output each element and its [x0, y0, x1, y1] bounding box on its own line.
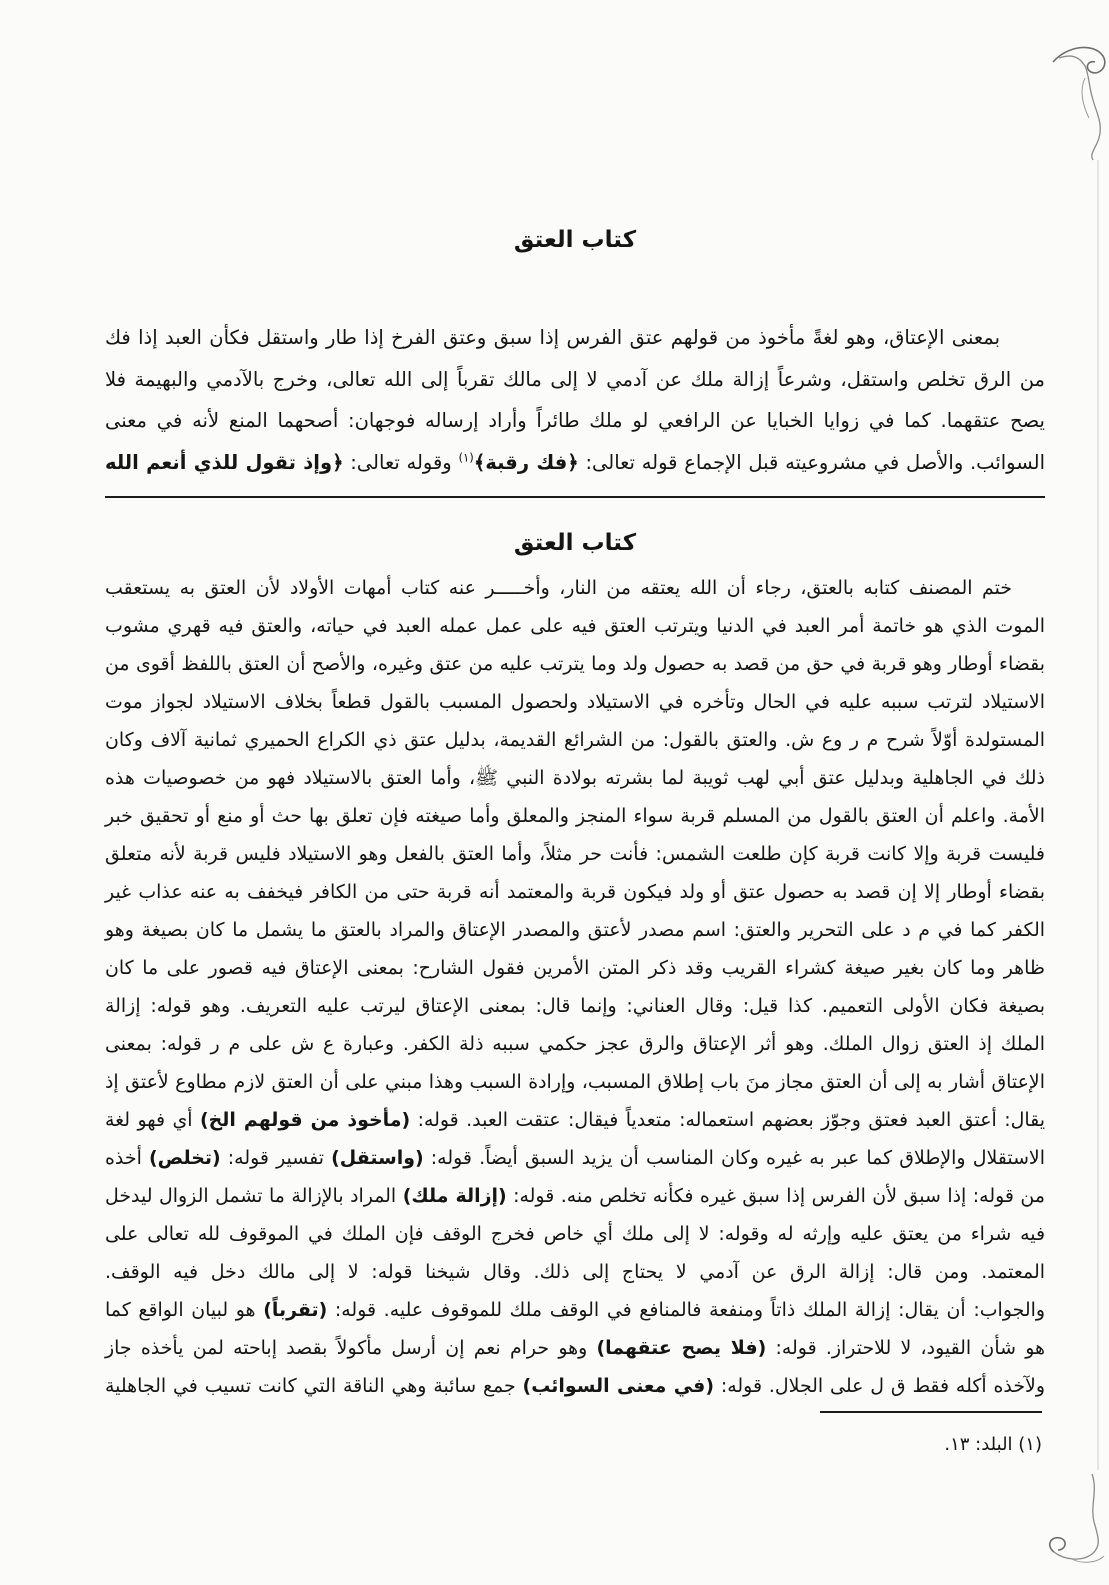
commentary-title: كتاب العتق	[513, 530, 637, 556]
text-line	[105, 645, 1045, 683]
footnote-marker: (١)	[458, 450, 474, 464]
text-segment: والجواب: أن يقال: إزالة الملك ذاتاً ومنفعة فالمنافع في الوقف ملك للموقوف عليه. قوله:	[327, 1299, 1045, 1321]
text-line-content: ذلك في الجاهلية وبدليل عتق أبي لهب ثويبة لما بشرته بولادة النبي ﷺ، وأما العتق بالاستيلاد فهو من خصوصيات هذه	[105, 767, 1045, 789]
text-segment: السوائب. والأصل في مشروعيته قبل الإجماع قوله تعالى:	[578, 450, 1045, 474]
text-line-content: الاستيلاد لترتب سببه عليه في الحال وتأخره في الاستيلاد ولحصول المسبب بالقول قطعاً بخلاف الاستيلاد لجواز موت	[105, 691, 1045, 713]
text-line	[105, 1329, 1045, 1367]
quoted-phrase: (تقرباً)	[263, 1299, 328, 1321]
text-segment: وقوله تعالى:	[343, 450, 459, 474]
text-line-content: فيه شراء من يعتق عليه وإرثه له وقوله: لا إلى ملك أي خاص فخرج الوقف فإن الملك في الموقوف لله تعالى على	[105, 1223, 1045, 1245]
text-line	[105, 1063, 1045, 1101]
text-line	[105, 987, 1045, 1025]
text-line-content: الموت الذي هو خاتمة أمر العبد في الدنيا ويترتب العتق فيه على عمل عمله العبد في حياته، والعتق فيه قهري مشوب	[105, 615, 1045, 637]
text-line-content	[105, 1185, 1045, 1207]
quoted-phrase: (إزالة ملك)	[402, 1185, 507, 1207]
quoted-phrase: ﴿فك رقبة﴾	[473, 450, 579, 474]
text-segment: أي فهو لغة	[105, 1109, 200, 1131]
text-line	[105, 400, 1045, 442]
text-line-content	[105, 1337, 1045, 1359]
page-edge-line	[1090, 160, 1104, 1470]
text-segment: تفسير قوله:	[220, 1147, 332, 1169]
text-line	[105, 797, 1045, 835]
text-line-content: الإعتاق أشار به إلى أن العتق مجاز منَ باب إطلاق المسبب، وإرادة السبب وهذا مبني على أن العتق لازم مطاوع لأعتق إذ	[105, 1071, 1045, 1093]
text-line-content: بقضاء أوطار وهو قربة في حق من قصد به حصول ولد وما يترتب عليه من عتق وغيره، والأصح أن العتق باللفظ أقوى من	[105, 653, 1045, 675]
text-line-content: المستولدة أوّلاً شرح م ر وع ش. والعتق بالقول: من الشرائع القديمة، بدليل عتق ذي الكراع الحميري ثمانية آلاف وكان	[105, 729, 1045, 751]
text-line	[105, 949, 1045, 987]
text-line	[105, 359, 1045, 401]
text-line	[105, 1177, 1045, 1215]
text-segment: هو لبيان الواقع كما	[105, 1299, 264, 1321]
text-line-content: المعتمد. ومن قال: إزالة الرق عن آدمي لا يحتاج إلى ذلك. وقال شيخنا قوله: لا إلى مالك دخل فيه الوقف.	[105, 1261, 1045, 1283]
text-line	[105, 1025, 1045, 1063]
text-line-content: يصح عتقهما. كما في زوايا الخبايا عن الرافعي لو ملك طائراً وأراد إرساله فوجهان: أصحهما المنع لأنه في معنى	[105, 409, 1045, 432]
text-line-content: بمعنى الإعتاق، وهو لغةً مأخوذ من قولهم عتق الفرس إذا سبق وعتق الفرخ إذا طار واستقل فكأن العبد إذا فك	[105, 326, 1000, 349]
text-line	[105, 1367, 1045, 1405]
text-segment: يقال: أعتق العبد فعتق وجوّز بعضهم استعماله: متعدياً فيقال: عتقت العبد. قوله:	[410, 1109, 1045, 1131]
text-segment: هو شأن القيود، لا للاحتراز. قوله:	[766, 1337, 1045, 1359]
commentary-paragraph	[105, 569, 1045, 1405]
text-line-content	[105, 451, 1045, 474]
text-line-content: ختم المصنف كتابه بالعتق، رجاء أن الله يعتقه من النار، وأخـــــر عنه كتاب أمهات الأولاد لأن العتق به يستعقب	[105, 577, 1012, 599]
text-line	[105, 442, 1045, 484]
text-line	[105, 607, 1045, 645]
text-segment: الاستقلال والإطلاق كما عبر به غيره وكان المناسب أن يزيد السبق أيضاً. قوله:	[423, 1147, 1045, 1169]
quoted-phrase: ﴿وإذ تقول للذي أنعم الله	[105, 450, 344, 474]
matn-paragraph	[105, 317, 1045, 483]
text-line	[105, 1139, 1045, 1177]
text-line	[105, 873, 1045, 911]
text-line-content	[105, 1109, 1045, 1131]
text-segment: من قوله: إذا سبق لأن الفرس إذا سبق غيره فكأنه تخلص منه. قوله:	[506, 1185, 1045, 1207]
text-segment: جمع سائبة وهي الناقة التي كانت تسيب في الجاهلية	[105, 1375, 523, 1397]
text-segment: أخذه	[105, 1147, 149, 1169]
text-line-content: من الرق تخلص واستقل، وشرعاً إزالة ملك عن آدمي لا إلى مالك تقرباً إلى الله تعالى، وخرج بالآدمي والبهيمة فلا	[105, 367, 1045, 391]
quoted-phrase: (واستقل)	[331, 1147, 424, 1169]
quoted-phrase: (في معنى السوائب)	[522, 1375, 714, 1397]
text-line-content: الكفر كما في م د على التحرير والعتق: اسم مصدر لأعتق والمصدر الإعتاق والمراد بالعتق ما يشمل ما كان بصيغة وهو	[105, 919, 1045, 941]
text-line	[105, 721, 1045, 759]
text-line	[105, 317, 1045, 359]
text-line	[105, 1253, 1045, 1291]
footnote: (١) البلد: ١٣.	[944, 1434, 1042, 1455]
matn-title: كتاب العتق	[513, 227, 637, 253]
text-line-content	[105, 1299, 1045, 1321]
text-line-content: بصيغة فكان الأولى التعميم. كذا قيل: وقال العناني: وإنما قال: بمعنى الإعتاق ليرتب عليه التعريف. وهو قوله: إزالة	[105, 995, 1045, 1017]
text-line-content	[105, 1375, 1045, 1397]
quoted-phrase: (مأخوذ من قولهم الخ)	[200, 1109, 411, 1131]
quoted-phrase: (تخلص)	[149, 1147, 221, 1169]
text-line	[105, 1291, 1045, 1329]
quoted-phrase: (فلا يصح عتقهما)	[596, 1337, 767, 1359]
text-line	[105, 835, 1045, 873]
matn-commentary-divider	[105, 496, 1045, 498]
footnote-divider	[820, 1411, 1042, 1413]
text-line-content: فليست قربة وإلا كانت قربة كإن طلعت الشمس: فأنت حر مثلاً، وأما العتق بالفعل وهو الاستيلاد فليس قربة لأنه متعلق	[105, 843, 1045, 865]
page-corner-ornament-top	[1049, 28, 1109, 163]
page-corner-ornament-bottom	[1040, 1470, 1109, 1570]
text-line	[105, 683, 1045, 721]
text-line-content: الملك إذ العتق زوال الملك. وهو أثر الإعتاق والرق عجز حكمي سببه ذلة الكفر. وعبارة ع ش على م ر قوله: بمعنى	[105, 1033, 1045, 1055]
text-line	[105, 569, 1045, 607]
text-line	[105, 1215, 1045, 1253]
text-line-content: الأمة. واعلم أن العتق بالقول من المسلم قربة سواء المنجز والمعلق وأما صيغته فإن تعلق بها حث أو منع أو تحقيق خبر	[105, 805, 1045, 827]
text-line	[105, 1101, 1045, 1139]
text-line	[105, 911, 1045, 949]
text-line-content	[105, 1147, 1045, 1169]
text-line	[105, 759, 1045, 797]
text-segment: المراد بالإزالة ما تشمل الزوال ليدخل	[105, 1185, 403, 1207]
text-line-content: ظاهر وما كان بغير صيغة كشراء القريب وقد ذكر المتن الأمرين فقول الشارح: بمعنى الإعتاق فيه قصور على ما كان	[105, 957, 1045, 979]
text-line-content: بقضاء أوطار إلا إن قصد به حصول عتق أو ولد فيكون قربة والمعتمد أنه قربة حتى من الكافر فيخفف به عنه عذاب غير	[105, 881, 1045, 903]
text-segment: ولآخذه أكله فقط ق ل على الجلال. قوله:	[714, 1375, 1045, 1397]
text-segment: وهو حرام نعم إن أرسل مأكولاً بقصد إباحته لمن يأخذه جاز	[105, 1337, 597, 1359]
